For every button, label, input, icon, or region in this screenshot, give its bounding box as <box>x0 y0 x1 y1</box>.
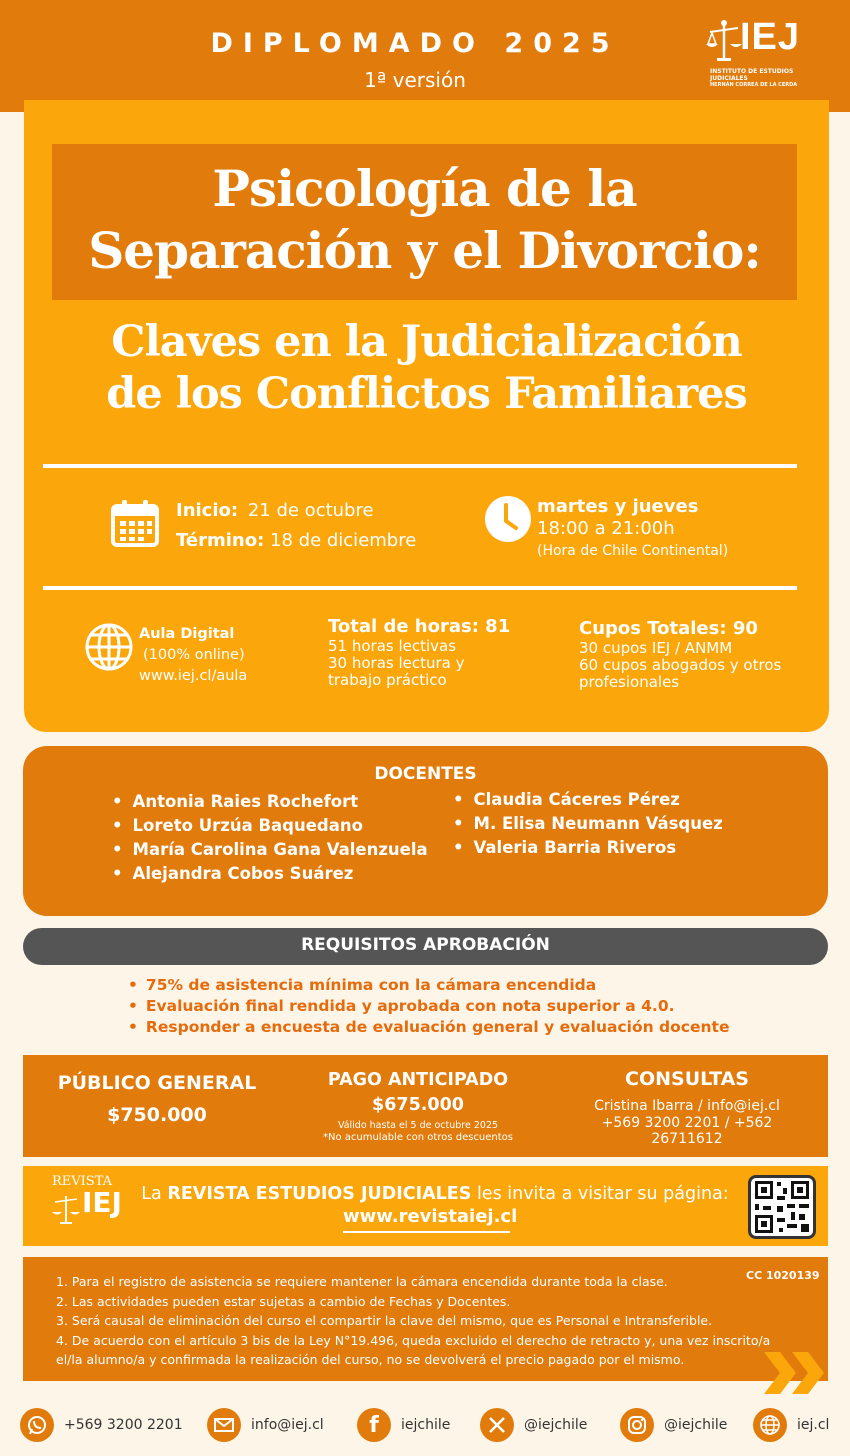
logo-text: IEJ <box>740 16 801 58</box>
qr-icon <box>751 1178 813 1236</box>
session-times: martes y jueves 18:00 a 21:00h (Hora de Chile Continental) <box>537 496 729 559</box>
footer-email[interactable]: info@iej.cl <box>207 1408 324 1442</box>
docente-item: • Alejandra Cobos Suárez <box>112 862 428 886</box>
consultas: CONSULTAS Cristina Ibarra / info@iej.cl +569 3200 2201 / +562 26711612 <box>594 1068 780 1147</box>
instagram-icon <box>620 1408 654 1442</box>
calendar-icon <box>110 498 160 548</box>
docente-item: • Claudia Cáceres Pérez <box>453 788 723 812</box>
scales-icon <box>706 18 742 64</box>
docente-item: • Antonia Raies Rochefort <box>112 790 428 814</box>
docente-item: • M. Elisa Neumann Vásquez <box>453 812 723 836</box>
qr-code[interactable] <box>748 1175 816 1239</box>
divider <box>43 464 797 468</box>
logo-caption: INSTITUTO DE ESTUDIOS JUDICIALES HERNÁN CORREA DE LA CERDA <box>710 68 798 88</box>
revista-url-link[interactable]: www.revistaiej.cl <box>343 1206 510 1233</box>
globe-icon <box>753 1408 787 1442</box>
notes-text: 1. Para el registro de asistencia se requiere mantener la cámara encendida durante toda la clase. 2. Las actividades pueden estar sujetas a cambio de Fechas y Docentes. 3. Será causal de eliminación del curso el compartir la clave del mismo, que es Personal e Intransferible. 4. De acuerdo con el artículo 3 bis de la Ley N°19.496, queda excluido el derecho de retracto y, una vez inscrito/a el/la alumno/a y confirmada la realización del curso, no se devolverá el precio pagado por el mismo. <box>56 1274 771 1367</box>
footer-web[interactable]: iej.cl <box>753 1408 829 1442</box>
price-early: PAGO ANTICIPADO $675.000 Válido hasta el 5 de octubre 2025 *No acumulable con otros descuentos <box>322 1070 514 1143</box>
course-subtitle: Claves en la Judicialización de los Conflictos Familiares <box>106 317 747 419</box>
dates: Inicio: 21 de octubre Término: 18 de diciembre <box>176 500 417 551</box>
clock-icon <box>484 495 532 543</box>
requisito-item: • 75% de asistencia mínima con la cámara encendida <box>128 975 729 996</box>
requisitos-list <box>128 975 729 1038</box>
docentes-title: DOCENTES <box>374 764 477 784</box>
iej-logo[interactable] <box>706 18 806 88</box>
whatsapp-icon <box>20 1408 54 1442</box>
docente-item: • María Carolina Gana Valenzuela <box>112 838 428 862</box>
divider <box>43 586 797 590</box>
price-general: PÚBLICO GENERAL $750.000 <box>57 1072 257 1126</box>
scales-icon <box>52 1192 80 1226</box>
footer-instagram[interactable]: @iejchile <box>620 1408 727 1442</box>
header-title: DIPLOMADO 2025 <box>210 28 620 59</box>
double-chevron-icon <box>764 1352 826 1394</box>
globe-icon <box>84 622 134 672</box>
requisito-item: • Evaluación final rendida y aprobada con nota superior a 4.0. <box>128 996 729 1017</box>
docentes-list-right <box>453 788 723 860</box>
docentes-list-left <box>112 790 428 886</box>
total-cupos: Cupos Totales: 90 30 cupos IEJ / ANMM 60 cupos abogados y otros profesionales <box>579 618 782 691</box>
revista-invite: La REVISTA ESTUDIOS JUDICIALES les invita a visitar su página: <box>141 1184 729 1204</box>
requisitos-title: REQUISITOS APROBACIÓN <box>301 935 550 955</box>
footer-whatsapp[interactable]: +569 3200 2201 <box>20 1408 183 1442</box>
facebook-icon: f <box>357 1408 391 1442</box>
x-icon <box>480 1408 514 1442</box>
footer <box>0 1400 850 1450</box>
course-title: Psicología de la Separación y el Divorcio: <box>88 159 761 280</box>
course-code: CC 1020139 <box>746 1269 820 1282</box>
aula-digital: Aula Digital (100% online) www.iej.cl/aula <box>139 626 248 684</box>
requisito-item: • Responder a encuesta de evaluación general y evaluación docente <box>128 1017 729 1038</box>
mail-icon <box>207 1408 241 1442</box>
docente-item: • Valeria Barria Riveros <box>453 836 723 860</box>
total-hours: Total de horas: 81 51 horas lectivas 30 horas lectura y trabajo práctico <box>328 616 511 689</box>
revista-logo: REVISTA IEJ <box>52 1174 122 1234</box>
footer-x[interactable]: @iejchile <box>480 1408 587 1442</box>
header-subtitle: 1ª versión <box>364 68 466 92</box>
footer-facebook[interactable]: f iejchile <box>357 1408 450 1442</box>
docente-item: • Loreto Urzúa Baquedano <box>112 814 428 838</box>
